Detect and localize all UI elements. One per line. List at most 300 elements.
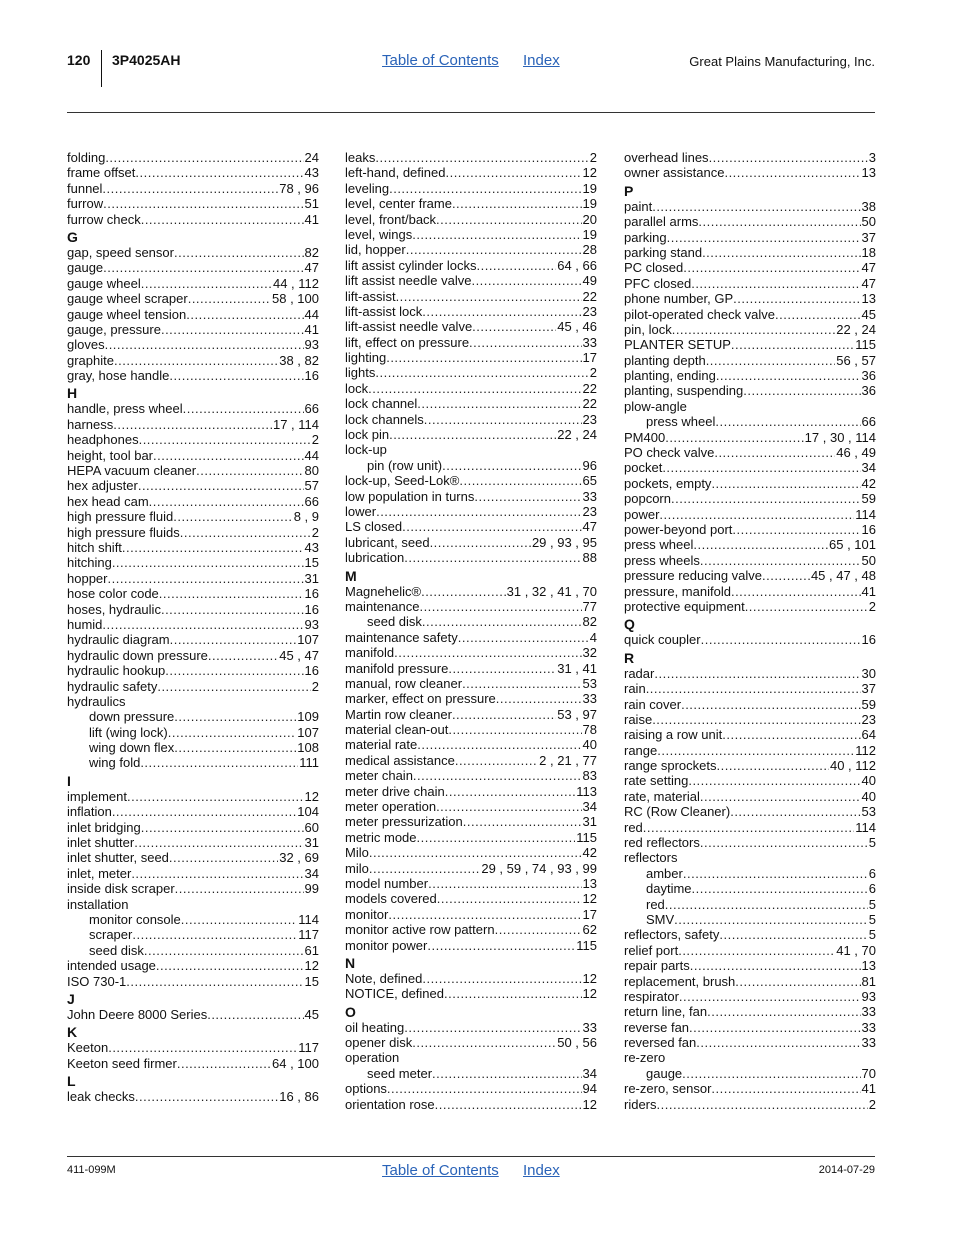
entry-term: level, center frame (345, 196, 452, 212)
entry-term: left-hand, defined (345, 165, 446, 181)
entry-term: red reflectors (624, 835, 700, 851)
index-entry (67, 617, 319, 632)
entry-pages[interactable]: 33 (861, 1004, 876, 1020)
entry-term: RC (Row Cleaner) (624, 804, 731, 820)
entry-pages[interactable]: 6 (868, 881, 876, 897)
entry-pages[interactable]: 64 , 66 (557, 257, 597, 273)
dot-leader (174, 709, 296, 724)
dot-leader (690, 958, 861, 973)
entry-pages[interactable]: 31 , 41 (557, 660, 597, 676)
entry-pages[interactable]: 6 (868, 865, 876, 881)
entry-pages[interactable]: 32 (582, 645, 597, 661)
index-entry (67, 540, 319, 555)
entry-pages[interactable]: 16 (304, 368, 319, 384)
entry-term: marker, effect on pressure (345, 691, 496, 707)
entry-pages[interactable]: 23 (582, 411, 597, 427)
entry-pages[interactable]: 34 (861, 460, 876, 476)
entry-pages[interactable]: 50 (861, 214, 876, 230)
entry-pages[interactable]: 16 , 86 (279, 1089, 319, 1105)
dot-leader (132, 927, 297, 942)
dot-leader (731, 337, 854, 352)
entry-pages[interactable]: 2 (589, 150, 597, 165)
entry-pages[interactable]: 111 (299, 755, 319, 771)
index-entry (67, 663, 319, 678)
entry-pages[interactable]: 38 (861, 198, 876, 214)
entry-pages[interactable]: 53 (861, 804, 876, 820)
entry-pages[interactable]: 34 (582, 799, 597, 815)
entry-term: hydraulic safety (67, 678, 158, 694)
entry-pages[interactable]: 47 (304, 260, 319, 276)
entry-pages[interactable]: 45 (861, 306, 876, 322)
entry-pages[interactable]: 45 (304, 1006, 319, 1022)
entry-pages[interactable]: 2 , 21 , 77 (539, 752, 597, 768)
entry-pages[interactable]: 19 (582, 180, 597, 196)
entry-pages[interactable]: 4 (589, 629, 597, 645)
entry-pages[interactable]: 82 (582, 614, 597, 630)
entry-term: range sprockets (624, 758, 717, 774)
entry-pages[interactable]: 19 (582, 226, 597, 242)
entry-pages[interactable]: 29 , 93 , 95 (531, 534, 597, 550)
entry-pages[interactable]: 47 (861, 260, 876, 276)
entry-pages[interactable]: 57 (304, 478, 319, 494)
entry-pages[interactable]: 80 (304, 463, 319, 479)
entry-term: lubricant, seed (345, 534, 430, 550)
index-entry (67, 368, 319, 383)
entry-pages[interactable]: 28 (582, 242, 597, 258)
entry-pages[interactable]: 34 (304, 865, 319, 881)
entry-term: inlet bridging (67, 819, 141, 835)
dot-leader (717, 758, 829, 773)
entry-pages[interactable]: 53 (582, 675, 597, 691)
entry-term: gauge, pressure (67, 321, 161, 337)
entry-pages[interactable]: 2 (868, 598, 876, 614)
entry-pages[interactable]: 41 (304, 321, 319, 337)
dot-leader (719, 927, 867, 942)
dot-leader (496, 691, 582, 706)
entry-pages[interactable]: 42 (582, 845, 597, 861)
dot-leader (102, 617, 303, 632)
index-entry (624, 835, 876, 850)
index-entry (624, 260, 876, 275)
dot-leader (682, 1066, 860, 1081)
index-entry (624, 850, 876, 865)
entry-term: medical assistance (345, 752, 455, 768)
entry-pages[interactable]: 16 (304, 601, 319, 617)
entry-pages[interactable]: 78 , 96 (279, 180, 319, 196)
index-entry (624, 553, 876, 568)
entry-pages[interactable]: 15 (304, 555, 319, 571)
entry-term: PO check valve (624, 445, 715, 461)
index-entry (624, 1035, 876, 1050)
entry-pages[interactable]: 22 , 24 (557, 427, 597, 443)
index-subentry (67, 709, 319, 724)
entry-term: lower (345, 503, 377, 519)
entry-pages[interactable]: 70 (861, 1065, 876, 1081)
index-entry (624, 230, 876, 245)
entry-term: hydraulic diagram (67, 632, 170, 648)
entry-pages[interactable]: 78 (582, 722, 597, 738)
entry-pages[interactable]: 36 (861, 383, 876, 399)
entry-pages[interactable]: 18 (861, 244, 876, 260)
entry-pages[interactable]: 33 (861, 1035, 876, 1051)
entry-pages[interactable]: 32 , 69 (279, 850, 319, 866)
dot-leader (714, 445, 835, 460)
entry-pages[interactable]: 17 (582, 350, 597, 366)
entry-term: PFC closed (624, 275, 692, 291)
entry-pages[interactable]: 31 (304, 835, 319, 851)
index-entry (67, 679, 319, 694)
index-entry (67, 694, 319, 709)
entry-pages[interactable]: 77 (582, 598, 597, 614)
dot-leader (188, 291, 271, 306)
index-entry (624, 681, 876, 696)
entry-pages[interactable]: 113 (576, 783, 597, 799)
entry-pages[interactable]: 58 , 100 (272, 291, 319, 307)
entry-pages[interactable]: 16 (861, 632, 876, 648)
index-entry (67, 632, 319, 647)
index-entry (345, 550, 597, 565)
entry-pages[interactable]: 12 (582, 165, 597, 181)
entry-pages[interactable]: 33 (582, 334, 597, 350)
entry-pages[interactable]: 94 (582, 1081, 597, 1097)
entry-pages[interactable]: 42 (861, 475, 876, 491)
entry-pages[interactable]: 109 (297, 709, 319, 725)
entry-term: meter chain (345, 768, 413, 784)
entry-pages[interactable]: 83 (582, 768, 597, 784)
entry-pages[interactable]: 81 (861, 973, 876, 989)
entry-term: riders (624, 1096, 657, 1112)
index-subentry (67, 912, 319, 927)
entry-pages[interactable]: 59 (861, 696, 876, 712)
entry-term: pockets, empty (624, 475, 712, 491)
entry-term: hex head cam (67, 493, 149, 509)
dot-leader (724, 165, 860, 180)
entry-pages[interactable]: 66 (304, 493, 319, 509)
dot-leader (156, 958, 304, 973)
index-entry (624, 743, 876, 758)
index-entry (345, 768, 597, 783)
dot-leader (687, 399, 876, 414)
dot-leader (427, 938, 575, 953)
entry-term: press wheel (624, 537, 694, 553)
entry-pages[interactable]: 12 (304, 958, 319, 974)
entry-pages[interactable]: 50 (861, 552, 876, 568)
index-entry (345, 661, 597, 676)
dot-leader (422, 614, 582, 629)
entry-pages[interactable]: 41 (861, 583, 876, 599)
index-entry (67, 866, 319, 881)
dot-leader (196, 463, 303, 478)
dot-leader (387, 1081, 582, 1096)
entry-pages[interactable]: 43 (304, 539, 319, 555)
entry-term: hoses, hydraulic (67, 601, 161, 617)
entry-pages[interactable]: 13 (861, 958, 876, 974)
index-link-header[interactable]: Index (523, 52, 560, 69)
entry-pages[interactable]: 56 , 57 (836, 352, 876, 368)
entry-term: lighting (345, 350, 387, 366)
entry-pages[interactable]: 115 (576, 829, 597, 845)
index-link-footer[interactable]: Index (523, 1162, 560, 1179)
entry-pages[interactable]: 13 (861, 291, 876, 307)
entry-pages[interactable]: 22 (582, 288, 597, 304)
entry-pages[interactable]: 115 (576, 937, 597, 953)
entry-pages[interactable]: 23 (582, 503, 597, 519)
entry-pages[interactable]: 29 , 59 , 74 , 93 , 99 (481, 860, 597, 876)
entry-pages[interactable]: 2 (589, 365, 597, 381)
entry-pages[interactable]: 43 (304, 165, 319, 181)
entry-pages[interactable]: 23 (861, 711, 876, 727)
dot-leader (677, 850, 876, 865)
entry-pages[interactable]: 40 (861, 773, 876, 789)
entry-term: gauge wheel scraper (67, 291, 188, 307)
entry-pages[interactable]: 64 (861, 727, 876, 743)
dot-leader (112, 555, 304, 570)
entry-pages[interactable]: 107 (297, 632, 319, 648)
dot-leader (730, 804, 860, 819)
entry-pages[interactable]: 19 (582, 196, 597, 212)
entry-pages[interactable]: 41 (304, 211, 319, 227)
entry-pages[interactable]: 24 (304, 150, 319, 165)
index-column-2 (345, 150, 597, 1112)
entry-term: red (646, 896, 665, 912)
entry-pages[interactable]: 47 (861, 275, 876, 291)
index-entry (624, 599, 876, 614)
entry-pages[interactable]: 114 (855, 506, 876, 522)
entry-term: high pressure fluids (67, 524, 180, 540)
entry-pages[interactable]: 12 (582, 1096, 597, 1112)
dot-leader (402, 519, 581, 534)
entry-pages[interactable]: 13 (582, 875, 597, 891)
entry-pages[interactable]: 45 , 47 (279, 647, 319, 663)
entry-pages[interactable]: 31 (304, 570, 319, 586)
entry-pages[interactable]: 46 , 49 (836, 445, 876, 461)
entry-pages[interactable]: 117 (298, 1040, 319, 1056)
dot-leader (139, 432, 311, 447)
index-entry (67, 835, 319, 850)
index-entry (67, 974, 319, 989)
entry-pages[interactable]: 33 (582, 691, 597, 707)
index-subentry (624, 866, 876, 881)
entry-term: inlet shutter (67, 835, 135, 851)
index-entry (345, 181, 597, 196)
entry-pages[interactable]: 66 (304, 401, 319, 417)
entry-pages[interactable]: 65 (582, 473, 597, 489)
entry-pages[interactable]: 88 (582, 550, 597, 566)
entry-pages[interactable]: 5 (868, 835, 876, 851)
model-number: 3P4025AH (112, 52, 181, 68)
entry-term: material clean-out (345, 722, 449, 738)
dot-leader (126, 974, 303, 989)
entry-pages[interactable]: 38 , 82 (279, 352, 319, 368)
letter-heading: L (67, 1073, 76, 1090)
entry-pages[interactable]: 114 (298, 911, 319, 927)
entry-pages[interactable]: 99 (304, 881, 319, 897)
entry-pages[interactable]: 17 , 114 (272, 416, 319, 432)
entry-pages[interactable]: 2 (311, 678, 319, 694)
entry-pages[interactable]: 12 (582, 891, 597, 907)
dot-leader (422, 304, 581, 319)
index-entry (345, 814, 597, 829)
entry-pages[interactable]: 53 , 97 (557, 706, 597, 722)
entry-pages[interactable]: 34 (582, 1065, 597, 1081)
entry-pages[interactable]: 47 (582, 519, 597, 535)
entry-pages[interactable]: 40 (582, 737, 597, 753)
entry-pages[interactable]: 31 (582, 814, 597, 830)
entry-term: leveling (345, 180, 390, 196)
entry-pages[interactable]: 51 (304, 196, 319, 212)
entry-term: press wheel (646, 414, 716, 430)
entry-pages[interactable]: 23 (582, 303, 597, 319)
entry-term: re-zero (624, 1050, 666, 1066)
entry-pages[interactable]: 62 (582, 922, 597, 938)
index-subentry (624, 912, 876, 927)
letter-heading: J (67, 990, 75, 1007)
dot-leader (646, 681, 861, 696)
entry-pages[interactable]: 50 , 56 (557, 1035, 597, 1051)
entry-term: inside disk scraper (67, 881, 175, 897)
entry-pages[interactable]: 82 (304, 244, 319, 260)
dot-leader (175, 881, 304, 896)
entry-pages[interactable]: 44 (304, 447, 319, 463)
index-entry (67, 820, 319, 835)
entry-pages[interactable]: 22 (582, 380, 597, 396)
entry-pages[interactable]: 37 (861, 229, 876, 245)
entry-pages[interactable]: 93 (304, 616, 319, 632)
entry-pages[interactable]: 3 (868, 150, 876, 165)
entry-pages[interactable]: 104 (297, 804, 319, 820)
index-entry (345, 273, 597, 288)
index-entry (67, 432, 319, 447)
entry-pages[interactable]: 93 (861, 988, 876, 1004)
entry-pages[interactable]: 12 (304, 788, 319, 804)
index-entry (67, 1007, 319, 1022)
entry-pages[interactable]: 2 (311, 432, 319, 448)
page-number: 120 (67, 52, 91, 68)
entry-pages[interactable]: 37 (861, 681, 876, 697)
dot-leader (659, 507, 854, 522)
entry-pages[interactable]: 31 , 32 , 41 , 70 (506, 583, 597, 599)
entry-term: lights (345, 365, 376, 381)
entry-pages[interactable]: 22 (582, 396, 597, 412)
entry-pages[interactable]: 36 (861, 368, 876, 384)
entry-pages[interactable]: 93 (304, 337, 319, 353)
entry-term: gloves (67, 337, 105, 353)
entry-term: seed disk (89, 942, 144, 958)
dot-leader (469, 335, 581, 350)
entry-pages[interactable]: 16 (304, 586, 319, 602)
toc-link-header[interactable]: Table of Contents (382, 52, 499, 69)
index-entry (624, 522, 876, 537)
entry-term: parking stand (624, 244, 703, 260)
entry-pages[interactable]: 12 (582, 970, 597, 986)
entry-term: hose color code (67, 586, 159, 602)
index-subentry (624, 897, 876, 912)
toc-link-footer[interactable]: Table of Contents (382, 1162, 499, 1179)
index-entry (345, 691, 597, 706)
index-entry (624, 476, 876, 491)
dot-leader (459, 473, 581, 488)
index-entry (624, 712, 876, 727)
entry-term: monitor active row pattern (345, 922, 495, 938)
entry-term: LS closed (345, 519, 403, 535)
index-entry (624, 927, 876, 942)
index-entry (67, 463, 319, 478)
entry-pages[interactable]: 33 (582, 1019, 597, 1035)
entry-pages[interactable]: 107 (297, 724, 319, 740)
entry-pages[interactable]: 45 , 46 (557, 319, 597, 335)
entry-pages[interactable]: 49 (582, 273, 597, 289)
dot-leader (430, 535, 531, 550)
entry-term: overhead lines (624, 150, 709, 165)
entry-pages[interactable]: 17 (582, 906, 597, 922)
entry-pages[interactable]: 33 (582, 488, 597, 504)
entry-pages[interactable]: 108 (297, 740, 319, 756)
entry-term: press wheels (624, 552, 700, 568)
entry-pages[interactable]: 45 , 47 , 48 (810, 568, 876, 584)
entry-pages[interactable]: 96 (582, 457, 597, 473)
entry-pages[interactable]: 66 (861, 414, 876, 430)
entry-pages[interactable]: 15 (304, 973, 319, 989)
index-entry (67, 212, 319, 227)
dot-leader (700, 789, 861, 804)
dot-leader (140, 755, 298, 770)
entry-pages[interactable]: 17 , 30 , 114 (804, 429, 876, 445)
entry-pages[interactable]: 5 (868, 927, 876, 943)
entry-pages[interactable]: 2 (868, 1096, 876, 1112)
entry-pages[interactable]: 12 (582, 986, 597, 1002)
entry-pages[interactable]: 44 , 112 (272, 275, 319, 291)
entry-pages[interactable]: 30 (861, 665, 876, 681)
entry-pages[interactable]: 41 , 70 (836, 942, 876, 958)
entry-pages[interactable]: 13 (861, 165, 876, 181)
entry-term: down pressure (89, 709, 175, 725)
entry-pages[interactable]: 65 , 101 (829, 537, 876, 553)
entry-pages[interactable]: 117 (298, 927, 319, 943)
index-entry (345, 304, 597, 319)
entry-pages[interactable]: 60 (304, 819, 319, 835)
index-entry (345, 584, 597, 599)
entry-pages[interactable]: 22 , 24 (836, 321, 876, 337)
entry-pages[interactable]: 5 (868, 896, 876, 912)
entry-term: gauge (67, 260, 104, 276)
dot-leader (389, 427, 556, 442)
entry-pages[interactable]: 16 (304, 663, 319, 679)
entry-pages[interactable]: 40 (861, 788, 876, 804)
entry-term: lock channel (345, 396, 418, 412)
entry-term: amber (646, 865, 683, 881)
entry-pages[interactable]: 33 (861, 1019, 876, 1035)
entry-pages[interactable]: 44 (304, 306, 319, 322)
entry-pages[interactable]: 2 (311, 524, 319, 540)
entry-pages[interactable]: 61 (304, 942, 319, 958)
entry-pages[interactable]: 5 (868, 911, 876, 927)
entry-pages[interactable]: 114 (855, 819, 876, 835)
entry-pages[interactable]: 40 , 112 (829, 758, 876, 774)
entry-pages[interactable]: 16 (861, 521, 876, 537)
entry-pages[interactable]: 112 (855, 742, 876, 758)
dot-leader (693, 537, 828, 552)
entry-pages[interactable]: 59 (861, 491, 876, 507)
index-entry (624, 989, 876, 1004)
entry-pages[interactable]: 8 , 9 (293, 509, 319, 525)
index-entry (624, 804, 876, 819)
entry-term: repair parts (624, 958, 690, 974)
entry-pages[interactable]: 20 (582, 211, 597, 227)
entry-pages[interactable]: 115 (855, 337, 876, 353)
entry-pages[interactable]: 64 , 100 (272, 1055, 319, 1071)
entry-pages[interactable]: 41 (861, 1081, 876, 1097)
dot-leader (413, 768, 582, 783)
